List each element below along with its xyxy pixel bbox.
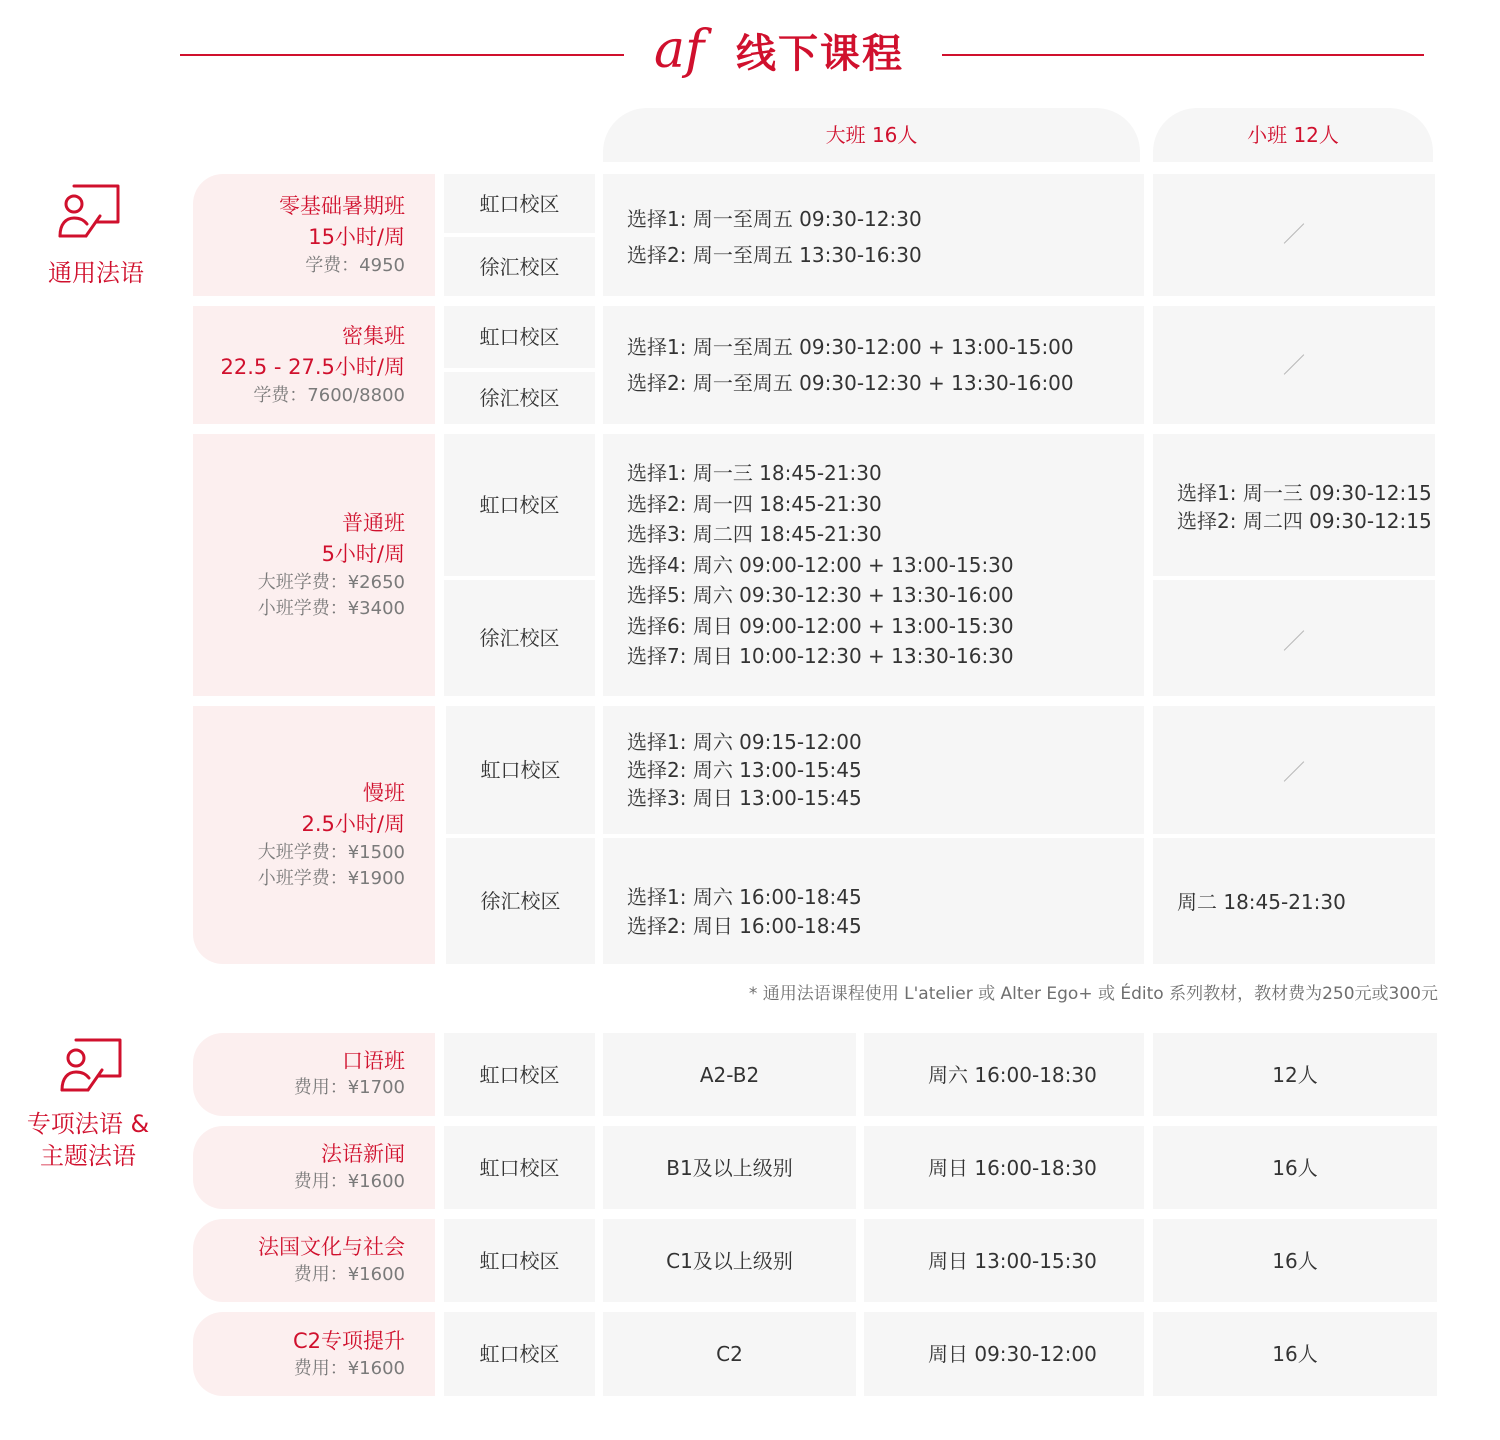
level-cell: C2 bbox=[603, 1312, 856, 1396]
campus-cell: 虹口校区 bbox=[444, 1126, 595, 1209]
schedule-big-beginner bbox=[603, 174, 1144, 296]
course-name: 普通班 bbox=[342, 511, 405, 535]
schedule-option: 选择1: 周一至周五 09:30-12:30 bbox=[627, 207, 922, 231]
course-name: 慢班 bbox=[363, 781, 405, 805]
section-label-special bbox=[14, 1108, 162, 1172]
section-label-line: 专项法语 & bbox=[26, 1110, 150, 1138]
af-logo: af bbox=[654, 20, 705, 80]
column-header-small-class: 小班 12人 bbox=[1153, 108, 1433, 162]
schedule-small-slow-xuhui bbox=[1153, 838, 1435, 964]
course-card-beginner bbox=[193, 174, 435, 296]
course-card-regular bbox=[193, 434, 435, 696]
course-fee: 小班学费：¥3400 bbox=[257, 598, 405, 619]
time-cell: 周六 16:00-18:30 bbox=[864, 1033, 1144, 1116]
schedule-small-beginner bbox=[1153, 174, 1435, 296]
course-card-slow bbox=[193, 706, 435, 964]
schedule-option: 选择2: 周二四 09:30-12:15 bbox=[1177, 509, 1432, 533]
campus-hongkou: 虹口校区 bbox=[444, 174, 595, 233]
campus-xuhui: 徐汇校区 bbox=[444, 372, 595, 424]
course-fee: 费用：¥1700 bbox=[293, 1077, 405, 1098]
schedule-option: 选择1: 周六 09:15-12:00 bbox=[627, 730, 862, 754]
schedule-big-regular bbox=[603, 434, 1144, 696]
schedule-option: 选择4: 周六 09:00-12:00 + 13:00-15:30 bbox=[627, 552, 1014, 577]
materials-note: * 通用法语课程使用 L'atelier 或 Alter Ego+ 或 Édito 系列教材，教材费为250元或300元 bbox=[748, 984, 1438, 1004]
campus-xuhui: 徐汇校区 bbox=[446, 838, 595, 964]
teacher-board-icon bbox=[58, 1034, 124, 1096]
course-name: 密集班 bbox=[342, 324, 405, 348]
schedule-small-regular-hongkou bbox=[1153, 434, 1435, 576]
schedule-option: 选择2: 周六 13:00-15:45 bbox=[627, 758, 862, 782]
course-hours: 5小时/周 bbox=[321, 542, 405, 566]
course-fee: 学费：7600/8800 bbox=[253, 385, 405, 406]
level-cell: A2-B2 bbox=[603, 1033, 856, 1116]
campus-hongkou: 虹口校区 bbox=[444, 306, 595, 368]
campus-cell: 虹口校区 bbox=[444, 1033, 595, 1116]
header-line-left bbox=[180, 54, 624, 56]
schedule-big-slow-hongkou bbox=[603, 706, 1144, 834]
schedule-option: 选择2: 周一至周五 13:30-16:30 bbox=[627, 243, 922, 267]
schedule-option: 选择2: 周日 16:00-18:45 bbox=[627, 914, 862, 938]
course-fee: 小班学费：¥1900 bbox=[257, 868, 405, 889]
campus-hongkou: 虹口校区 bbox=[444, 434, 595, 576]
schedule-big-slow-xuhui bbox=[603, 838, 1144, 964]
level-cell: B1及以上级别 bbox=[603, 1126, 856, 1209]
section-label-line: 主题法语 bbox=[40, 1142, 136, 1170]
course-fee: 大班学费：¥2650 bbox=[257, 572, 405, 593]
teacher-board-icon bbox=[56, 180, 122, 242]
special-course-card-culture bbox=[193, 1219, 435, 1302]
campus-xuhui: 徐汇校区 bbox=[444, 237, 595, 296]
course-name: C2专项提升 bbox=[292, 1328, 405, 1353]
campus-hongkou: 虹口校区 bbox=[446, 706, 595, 834]
time-cell: 周日 13:00-15:30 bbox=[864, 1219, 1144, 1302]
schedule-option: 选择1: 周一三 09:30-12:15 bbox=[1177, 481, 1432, 505]
schedule-option: 选择6: 周日 09:00-12:00 + 13:00-15:30 bbox=[627, 613, 1014, 638]
schedule-option: 选择1: 周一至周五 09:30-12:00 + 13:00-15:00 bbox=[627, 335, 1074, 359]
page-title: 线下课程 bbox=[736, 31, 904, 77]
schedule-option: 选择3: 周二四 18:45-21:30 bbox=[627, 522, 882, 547]
course-fee: 费用：¥1600 bbox=[293, 1357, 405, 1379]
course-fee: 费用：¥1600 bbox=[293, 1171, 405, 1192]
special-course-card-oral bbox=[193, 1033, 435, 1116]
course-name: 法国文化与社会 bbox=[258, 1235, 405, 1259]
schedule-option: 选择3: 周日 13:00-15:45 bbox=[627, 786, 862, 810]
schedule-option: 选择2: 周一至周五 09:30-12:30 + 13:30-16:00 bbox=[627, 371, 1074, 395]
course-name: 法语新闻 bbox=[321, 1142, 405, 1166]
course-card-intensive bbox=[193, 306, 435, 424]
time-cell: 周日 09:30-12:00 bbox=[864, 1312, 1144, 1396]
campus-cell: 虹口校区 bbox=[444, 1219, 595, 1302]
course-fee: 大班学费：¥1500 bbox=[257, 842, 405, 863]
schedule-option: 选择2: 周一四 18:45-21:30 bbox=[627, 491, 882, 516]
course-fee: 费用：¥1600 bbox=[293, 1264, 405, 1285]
course-fee: 学费：4950 bbox=[305, 255, 405, 276]
campus-xuhui: 徐汇校区 bbox=[444, 580, 595, 696]
schedule-option: 选择1: 周六 16:00-18:45 bbox=[627, 885, 862, 909]
special-course-card-c2 bbox=[193, 1312, 435, 1396]
campus-cell: 虹口校区 bbox=[444, 1312, 595, 1396]
schedule-option: 周二 18:45-21:30 bbox=[1177, 890, 1346, 914]
schedule-big-intensive bbox=[603, 306, 1144, 424]
time-cell: 周日 16:00-18:30 bbox=[864, 1126, 1144, 1209]
size-cell: 16人 bbox=[1153, 1126, 1437, 1209]
course-name: 零基础暑期班 bbox=[279, 194, 405, 218]
size-cell: 16人 bbox=[1153, 1219, 1437, 1302]
course-hours: 15小时/周 bbox=[308, 225, 405, 249]
schedule-option: 选择1: 周一三 18:45-21:30 bbox=[627, 460, 882, 485]
section-label-general: 通用法语 bbox=[48, 259, 144, 287]
special-course-card-news bbox=[193, 1126, 435, 1209]
level-cell: C1及以上级别 bbox=[603, 1219, 856, 1302]
course-name: 口语班 bbox=[342, 1049, 405, 1073]
column-header-big-class: 大班 16人 bbox=[603, 108, 1140, 162]
course-hours: 2.5小时/周 bbox=[301, 812, 405, 836]
header-line-right bbox=[942, 54, 1424, 56]
size-cell: 12人 bbox=[1153, 1033, 1437, 1116]
course-hours: 22.5 - 27.5小时/周 bbox=[220, 355, 405, 379]
schedule-option: 选择7: 周日 10:00-12:30 + 13:30-16:30 bbox=[627, 644, 1014, 669]
size-cell: 16人 bbox=[1153, 1312, 1437, 1396]
schedule-option: 选择5: 周六 09:30-12:30 + 13:30-16:00 bbox=[627, 583, 1014, 608]
